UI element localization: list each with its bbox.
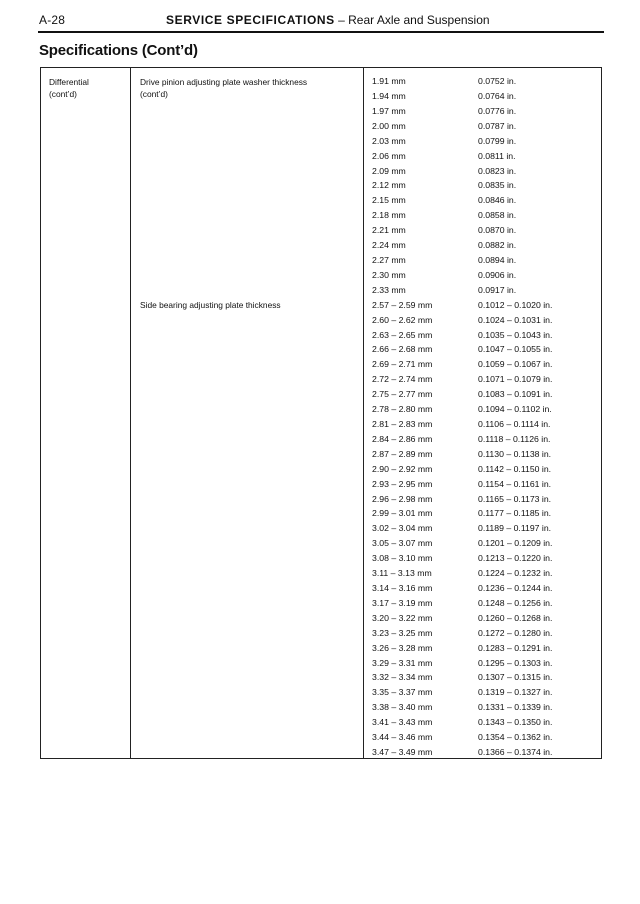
- value-in: 0.0870 in.: [478, 225, 517, 236]
- value-mm: 3.20 – 3.22 mm: [372, 612, 433, 623]
- value-in: 0.1130 – 0.1138 in.: [478, 448, 552, 459]
- value-in: 0.1319 – 0.1327 in.: [478, 687, 553, 698]
- value-mm: 3.32 – 3.34 mm: [372, 672, 433, 683]
- value-in: 0.1283 – 0.1291 in.: [478, 642, 553, 653]
- value-mm: 1.94 mm: [372, 90, 406, 101]
- value-mm: 2.06 mm: [372, 150, 406, 161]
- column-divider: [363, 68, 364, 758]
- value-mm: 2.78 – 2.80 mm: [372, 404, 433, 414]
- value-in: 0.1118 – 0.1126 in.: [478, 433, 551, 444]
- value-mm: 2.60 – 2.62 mm: [372, 314, 433, 325]
- value-in: 0.1035 – 0.1043 in.: [478, 329, 553, 340]
- value-mm: 2.99 – 3.01 mm: [372, 508, 433, 519]
- value-in: 0.1154 – 0.1161 in.: [478, 478, 552, 489]
- value-in: 0.1236 – 0.1244 in.: [478, 582, 553, 593]
- page-header: [0, 9, 640, 31]
- spec-table: [40, 67, 602, 759]
- value-in: 0.0811 in.: [478, 150, 516, 161]
- value-mm: 3.29 – 3.31 mm: [372, 657, 433, 668]
- value-mm: 2.12 mm: [372, 180, 406, 191]
- value-mm: 2.21 mm: [372, 225, 406, 236]
- value-mm: 2.18 mm: [372, 210, 406, 221]
- section-title: Specifications (Cont’d): [39, 42, 198, 59]
- value-mm: 2.27 mm: [372, 254, 406, 265]
- value-mm: 3.23 – 3.25 mm: [372, 627, 433, 638]
- value-mm: 3.26 – 3.28 mm: [372, 642, 433, 653]
- value-mm: 2.03 mm: [372, 135, 406, 146]
- value-mm: 2.00 mm: [372, 120, 406, 131]
- value-mm: 3.11 – 3.13 mm: [372, 568, 432, 578]
- value-in: 0.1106 – 0.1114 in.: [478, 418, 551, 429]
- value-mm: 2.69 – 2.71 mm: [372, 359, 433, 370]
- value-in: 0.1083 – 0.1091 in.: [478, 389, 553, 400]
- value-mm: 2.75 – 2.77 mm: [372, 389, 433, 400]
- value-in: 0.1047 – 0.1055 in.: [478, 344, 553, 355]
- value-in: 0.0787 in.: [478, 120, 517, 131]
- value-mm: 2.57 – 2.59 mm: [372, 299, 433, 310]
- value-in: 0.0823 in.: [478, 165, 517, 176]
- value-in: 0.0894 in.: [478, 254, 517, 265]
- value-in: 0.1071 – 0.1079 in.: [478, 374, 553, 385]
- value-mm: 2.24 mm: [372, 240, 406, 250]
- value-in: 0.1295 – 0.1303 in.: [478, 657, 553, 668]
- value-in: 0.1165 – 0.1173 in.: [478, 493, 552, 504]
- value-in: 0.0799 in.: [478, 135, 517, 146]
- value-mm: 2.84 – 2.86 mm: [372, 433, 433, 444]
- value-in: 0.0752 in.: [478, 76, 517, 86]
- running-title-bold: SERVICE SPECIFICATIONS: [166, 13, 335, 27]
- value-in: 0.0835 in.: [478, 180, 517, 191]
- category-label-cont: (cont’d): [49, 89, 77, 99]
- value-in: 0.1260 – 0.1268 in.: [478, 612, 553, 623]
- value-mm: 3.44 – 3.46 mm: [372, 732, 433, 742]
- value-mm: 2.30 mm: [372, 269, 406, 280]
- value-in: 0.1059 – 0.1067 in.: [478, 359, 553, 370]
- value-mm: 2.66 – 2.68 mm: [372, 344, 433, 355]
- value-mm: 2.09 mm: [372, 165, 406, 176]
- running-title: [166, 13, 490, 27]
- value-in: 0.1094 – 0.1102 in.: [478, 404, 552, 414]
- value-mm: 1.97 mm: [372, 105, 406, 116]
- value-mm: 3.38 – 3.40 mm: [372, 702, 433, 713]
- value-mm: 3.35 – 3.37 mm: [372, 687, 433, 698]
- value-in: 0.0858 in.: [478, 210, 517, 221]
- value-in: 0.0882 in.: [478, 240, 517, 250]
- running-title-rest: – Rear Axle and Suspension: [334, 13, 490, 27]
- value-mm: 2.90 – 2.92 mm: [372, 463, 433, 474]
- value-in: 0.0764 in.: [478, 90, 517, 101]
- value-in: 0.1177 – 0.1185 in.: [478, 508, 552, 519]
- value-in: 0.1213 – 0.1220 in.: [478, 553, 553, 564]
- page-number: A-28: [39, 13, 66, 27]
- value-in: 0.0917 in.: [478, 284, 517, 295]
- value-mm: 2.87 – 2.89 mm: [372, 448, 433, 459]
- header-rule: [38, 31, 604, 33]
- value-in: 0.1354 – 0.1362 in.: [478, 732, 553, 742]
- value-mm: 2.93 – 2.95 mm: [372, 478, 433, 489]
- value-mm: 2.96 – 2.98 mm: [372, 493, 433, 504]
- value-mm: 1.91 mm: [372, 76, 406, 86]
- value-in: 0.1142 – 0.1150 in.: [478, 463, 552, 474]
- value-in: 0.1331 – 0.1339 in.: [478, 702, 553, 713]
- value-mm: 3.41 – 3.43 mm: [372, 717, 433, 728]
- value-in: 0.1307 – 0.1315 in.: [478, 672, 553, 683]
- item-drive-pinion-washer-cont: (cont’d): [140, 89, 168, 99]
- value-mm: 3.14 – 3.16 mm: [372, 582, 433, 593]
- value-mm: 2.63 – 2.65 mm: [372, 329, 433, 340]
- value-mm: 2.15 mm: [372, 195, 406, 206]
- value-in: 0.1189 – 0.1197 in.: [478, 523, 552, 534]
- value-mm: 2.81 – 2.83 mm: [372, 418, 433, 429]
- column-divider: [130, 68, 131, 758]
- value-in: 0.1343 – 0.1350 in.: [478, 717, 553, 728]
- value-mm: 2.33 mm: [372, 284, 406, 295]
- value-in: 0.1248 – 0.1256 in.: [478, 597, 553, 608]
- value-mm: 3.05 – 3.07 mm: [372, 538, 433, 549]
- value-mm: 3.02 – 3.04 mm: [372, 523, 433, 534]
- value-mm: 2.72 – 2.74 mm: [372, 374, 433, 385]
- value-mm: 3.08 – 3.10 mm: [372, 553, 433, 564]
- value-in: 0.0776 in.: [478, 105, 517, 116]
- item-side-bearing-plate: Side bearing adjusting plate thickness: [140, 300, 281, 310]
- item-drive-pinion-washer: Drive pinion adjusting plate washer thickness: [140, 77, 308, 87]
- category-label: Differential: [49, 77, 89, 87]
- value-in: 0.1012 – 0.1020 in.: [478, 299, 553, 310]
- value-in: 0.1366 – 0.1374 in.: [478, 747, 553, 757]
- value-in: 0.1201 – 0.1209 in.: [478, 538, 553, 549]
- value-mm: 3.47 – 3.49 mm: [372, 747, 433, 757]
- value-in: 0.1272 – 0.1280 in.: [478, 627, 553, 638]
- value-in: 0.0846 in.: [478, 195, 517, 206]
- value-in: 0.0906 in.: [478, 269, 517, 280]
- value-in: 0.1224 – 0.1232 in.: [478, 568, 553, 578]
- value-in: 0.1024 – 0.1031 in.: [478, 314, 553, 325]
- value-mm: 3.17 – 3.19 mm: [372, 597, 433, 608]
